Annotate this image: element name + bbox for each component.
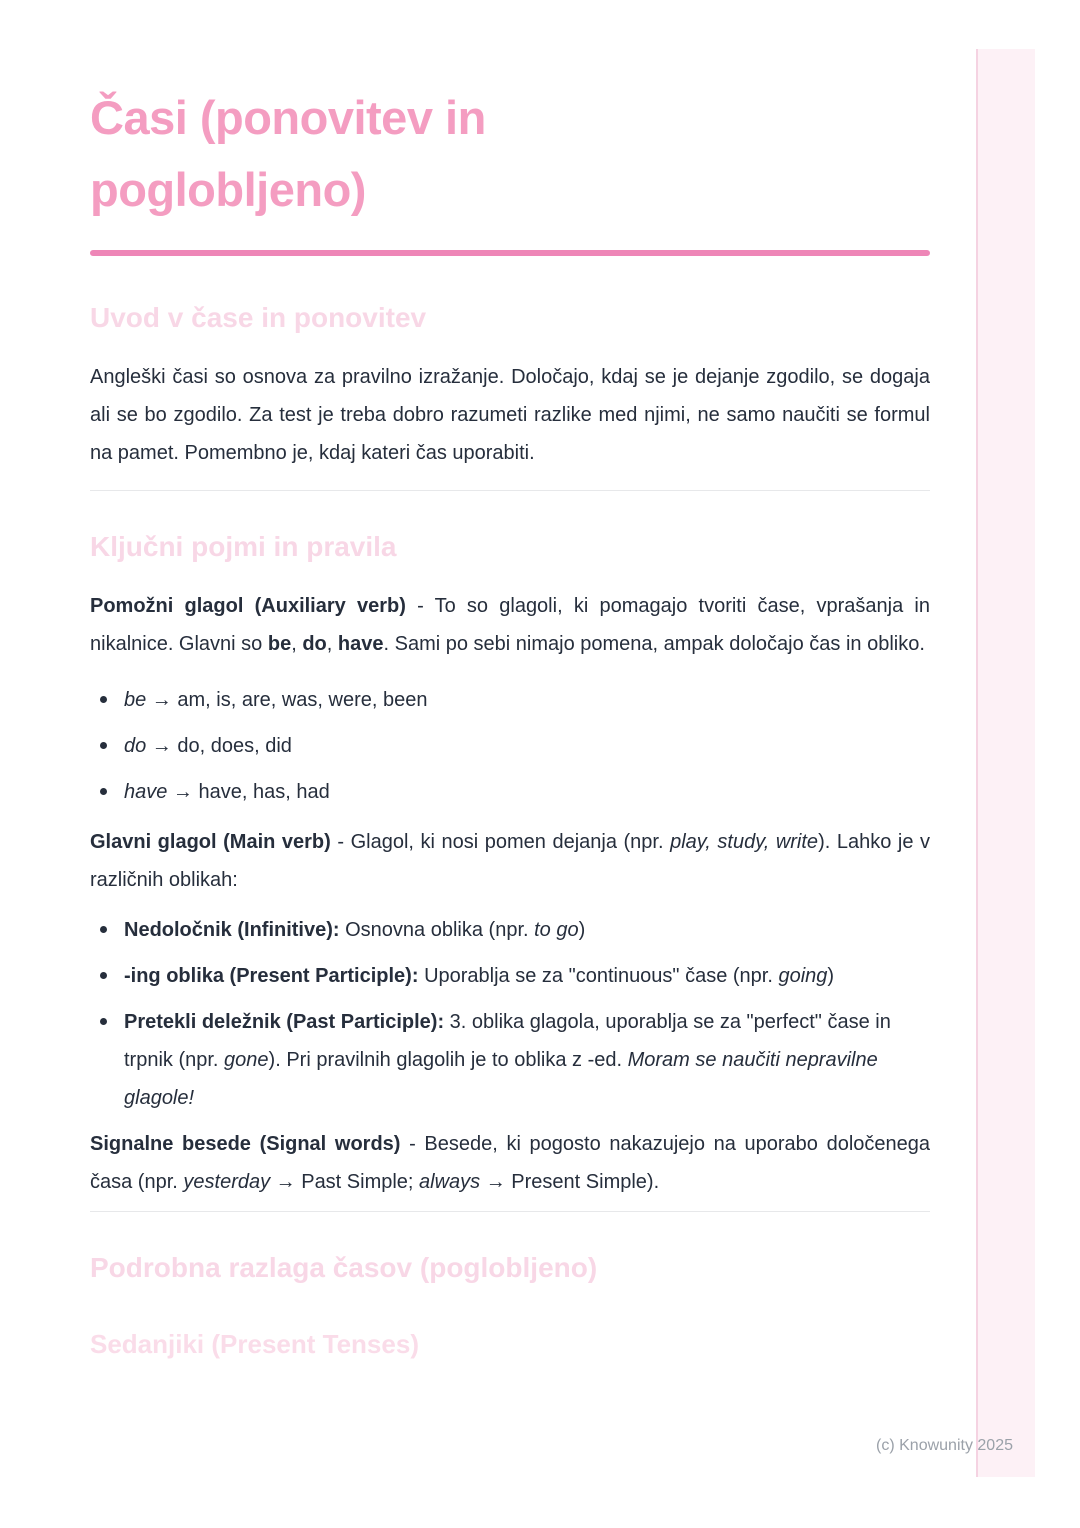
list-item-text: have → have, has, had	[124, 781, 330, 803]
page-title: Časi (ponovitev in poglobljeno)	[90, 91, 486, 216]
list-item	[100, 773, 930, 811]
intro-paragraph: Angleški časi so osnova za pravilno izražanje. Določajo, kdaj se je dejanje zgodilo, se dogaja ali se bo zgodilo. Za test je treba dobro razumeti razlike med njimi, ne samo naučiti se formul na pamet. Pomembno je, kdaj kateri čas uporabiti.	[90, 366, 930, 464]
bullet-icon	[100, 788, 107, 795]
copyright-text: (c) Knowunity 2025	[876, 1437, 1013, 1454]
list-item-text: -ing oblika (Present Participle): Uporablja se za "continuous" čase (npr. going)	[124, 965, 835, 987]
list-item	[100, 681, 930, 719]
main-verb-paragraph: Glavni glagol (Main verb) - Glagol, ki nosi pomen dejanja (npr. play, study, write). Lahko je v različnih oblikah:	[90, 831, 930, 891]
auxiliary-verb-paragraph: Pomožni glagol (Auxiliary verb) - To so glagoli, ki pomagajo tvoriti čase, vprašanja in nikalnice. Glavni so be, do, have. Sami po sebi nimajo pomena, ampak določajo čas in obliko.	[90, 595, 931, 655]
list-item	[100, 911, 930, 949]
title-rule	[90, 250, 930, 256]
bullet-icon	[100, 972, 107, 979]
page-edge-stripe	[976, 49, 1035, 1477]
section-heading-podrobna: Podrobna razlaga časov (poglobljeno)	[90, 1252, 598, 1283]
bullet-icon	[100, 926, 107, 933]
auxiliary-forms-list	[90, 681, 930, 811]
section-heading-kljucni: Ključni pojmi in pravila	[90, 531, 397, 562]
list-item-text: Pretekli deležnik (Past Participle): 3. oblika glagola, uporablja se za "perfect" čase in trpnik (npr. gone). Pri pravilnih glagolih je to oblika z -ed. Moram se naučiti nepravilne glagole!	[124, 1011, 891, 1109]
list-item	[100, 957, 930, 995]
document-page	[90, 0, 930, 1360]
section-heading-uvod: Uvod v čase in ponovitev	[90, 302, 427, 333]
subsection-heading-sedanjiki: Sedanjiki (Present Tenses)	[90, 1329, 419, 1359]
list-item-text: do → do, does, did	[124, 735, 292, 757]
list-item-text: Nedoločnik (Infinitive): Osnovna oblika (npr. to go)	[124, 919, 586, 941]
list-item-text: be → am, is, are, was, were, been	[124, 689, 428, 711]
list-item	[100, 727, 930, 765]
section-divider	[90, 490, 930, 491]
bullet-icon	[100, 742, 107, 749]
bullet-icon	[100, 1018, 107, 1025]
verb-forms-list	[90, 911, 930, 1117]
bullet-icon	[100, 696, 107, 703]
section-divider	[90, 1211, 930, 1212]
list-item	[100, 1003, 930, 1117]
signal-words-paragraph: Signalne besede (Signal words) - Besede, ki pogosto nakazujejo na uporabo določenega časa (npr. yesterday → Past Simple; always → Present Simple).	[90, 1133, 930, 1193]
